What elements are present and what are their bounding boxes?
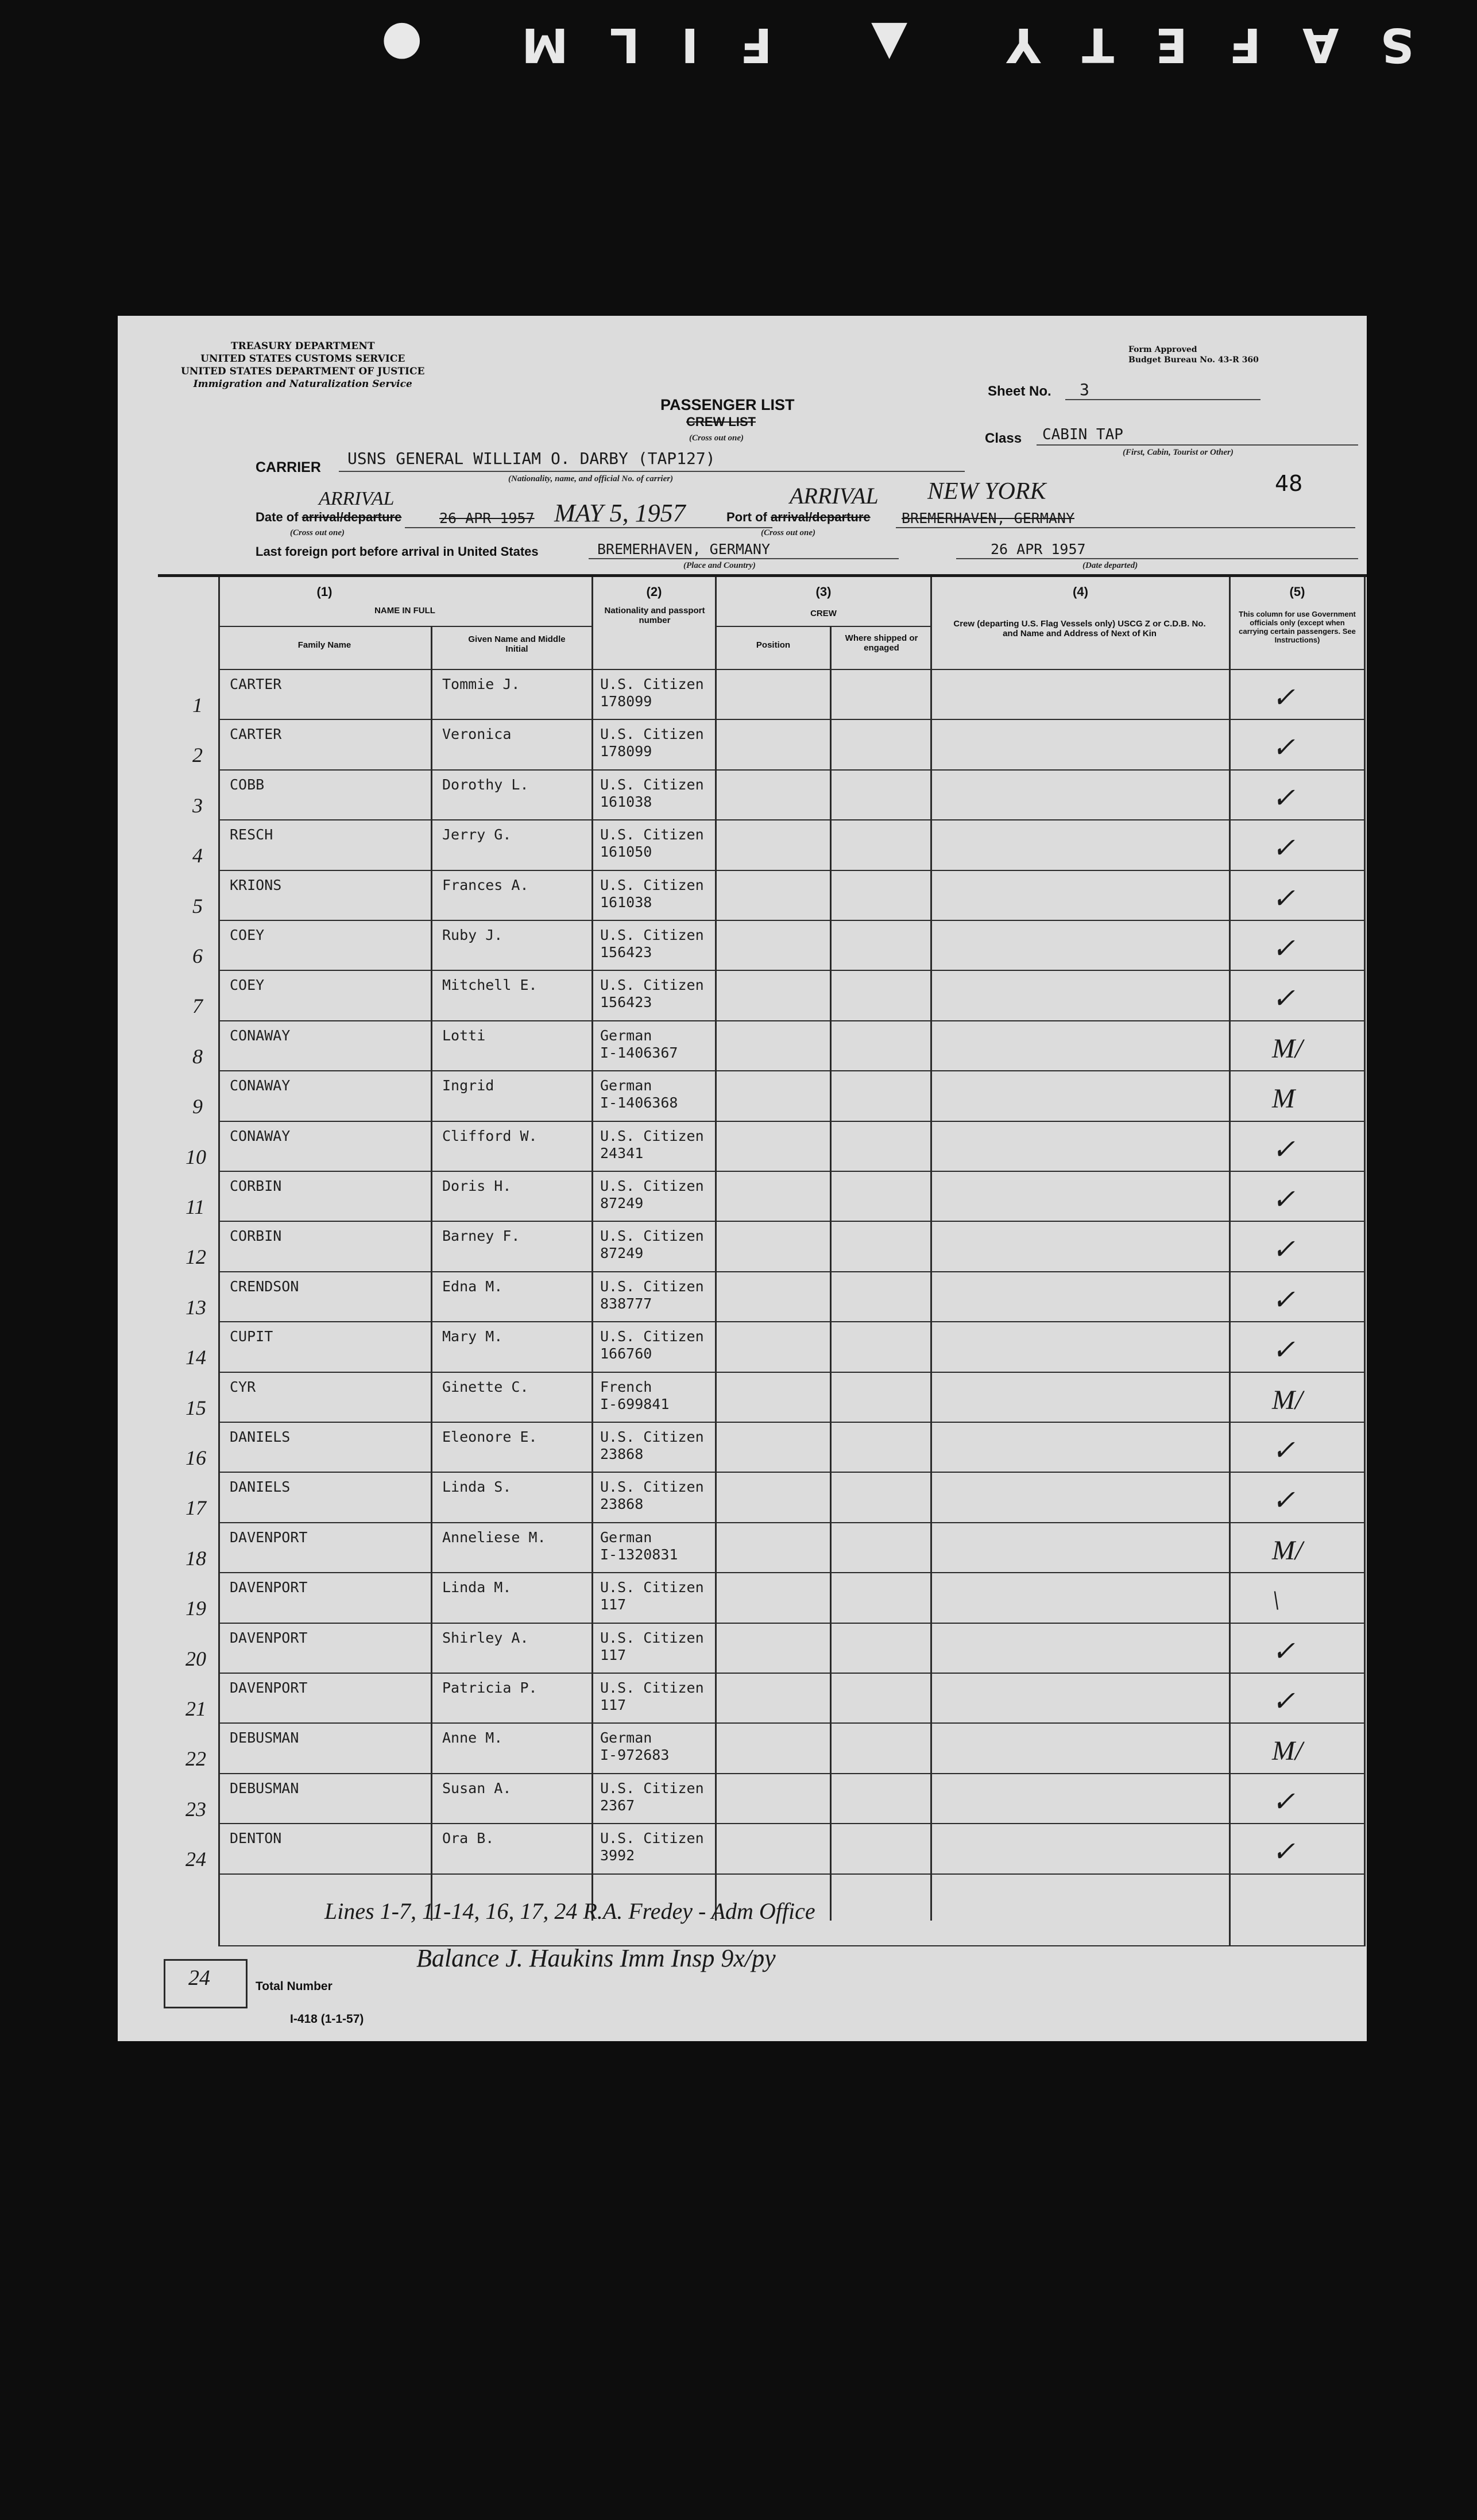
- row-number: 4: [192, 844, 203, 867]
- nationality: U.S. Citizen: [600, 1579, 704, 1596]
- col3-where-header: Where shipped or engaged: [845, 633, 918, 653]
- official-mark: M/: [1272, 1535, 1303, 1566]
- official-mark: ✓: [1272, 1234, 1296, 1265]
- table-row-line: [218, 870, 1364, 871]
- class-value: CABIN TAP: [1042, 426, 1123, 443]
- official-mark: ✓: [1272, 833, 1296, 864]
- passport-number: I-1320831: [600, 1546, 678, 1563]
- total-number-label: Total Number: [256, 1980, 332, 1993]
- passport-number: 117: [600, 1596, 627, 1613]
- carrier-label: CARRIER: [256, 459, 321, 475]
- carrier-value: USNS GENERAL WILLIAM O. DARBY (TAP127): [347, 449, 716, 468]
- dept-line-1: TREASURY DEPARTMENT: [230, 340, 375, 352]
- table-row-line: [218, 1271, 1364, 1272]
- col-border-left: [218, 577, 220, 1946]
- family-name: CARTER: [230, 676, 282, 692]
- nationality: U.S. Citizen: [600, 927, 704, 943]
- official-mark: ✓: [1272, 1135, 1296, 1165]
- family-name: CONAWAY: [230, 1077, 291, 1094]
- official-mark: ✓: [1272, 1837, 1296, 1867]
- carrier-underline: [339, 471, 965, 472]
- total-number-value: 24: [188, 1966, 210, 1990]
- nationality: U.S. Citizen: [600, 676, 704, 692]
- row-number: 6: [192, 944, 203, 967]
- nationality: French: [600, 1379, 652, 1395]
- row-number: 17: [185, 1496, 206, 1519]
- family-name: CORBIN: [230, 1228, 282, 1244]
- date-typed: 26 APR 1957: [439, 510, 535, 527]
- col1-family-header: Family Name: [297, 640, 351, 650]
- dept-line-2: UNITED STATES CUSTOMS SERVICE: [200, 353, 405, 365]
- given-name: Veronica: [442, 726, 512, 742]
- family-name: DAVENPORT: [230, 1679, 308, 1696]
- given-name: Linda M.: [442, 1579, 512, 1596]
- row-number: 19: [185, 1597, 206, 1620]
- col4-number: (4): [1073, 584, 1088, 599]
- nationality: U.S. Citizen: [600, 726, 704, 742]
- nationality: U.S. Citizen: [600, 877, 704, 893]
- table-row-line: [218, 1321, 1364, 1322]
- family-name: CONAWAY: [230, 1128, 291, 1144]
- table-row-line: [218, 1171, 1364, 1172]
- col5-title: This column for use Government officials only (except when carrying certain passengers. See Instructions): [1239, 610, 1356, 644]
- last-port-underline: [589, 558, 899, 559]
- family-name: COBB: [230, 776, 265, 793]
- given-name: Patricia P.: [442, 1679, 538, 1696]
- nationality: U.S. Citizen: [600, 1178, 704, 1194]
- col-border-crew: [930, 577, 932, 1921]
- official-mark: ✓: [1272, 1184, 1296, 1215]
- passport-number: 24341: [600, 1145, 644, 1162]
- family-name: CONAWAY: [230, 1027, 291, 1044]
- official-mark: ✓: [1272, 1335, 1296, 1365]
- title-note: (Cross out one): [689, 433, 744, 443]
- col3-number: (3): [815, 584, 832, 599]
- nationality: German: [600, 1027, 652, 1044]
- family-name: RESCH: [230, 826, 273, 843]
- family-name: DANIELS: [230, 1478, 291, 1495]
- table-row-line: [218, 1020, 1364, 1021]
- film-strip: [0, 0, 1477, 86]
- page-number-48: 48: [1275, 471, 1303, 496]
- port-typed: BREMERHAVEN, GERMANY: [902, 510, 1075, 527]
- official-mark: M/: [1272, 1736, 1303, 1766]
- date-underline: [405, 527, 772, 528]
- title-crew-list: CREW LIST: [686, 415, 756, 429]
- row-number: 23: [185, 1798, 206, 1821]
- port-label: [726, 510, 871, 525]
- given-name: Clifford W.: [442, 1128, 538, 1144]
- nationality: U.S. Citizen: [600, 1478, 704, 1495]
- nationality: U.S. Citizen: [600, 1679, 704, 1696]
- passport-number: 166760: [600, 1345, 652, 1362]
- table-row-line: [218, 1823, 1364, 1824]
- passport-number: 161050: [600, 843, 652, 860]
- family-name: DEBUSMAN: [230, 1729, 299, 1746]
- row-number: 9: [192, 1095, 203, 1118]
- col4-title: Crew (departing U.S. Flag Vessels only) USCG Z or C.D.B. No. and Name and Address of Next of Kin: [953, 619, 1206, 638]
- passport-number: 2367: [600, 1797, 635, 1814]
- official-mark: \: [1272, 1585, 1280, 1616]
- nationality: U.S. Citizen: [600, 776, 704, 793]
- table-row-line: [218, 769, 1364, 771]
- port-hand: NEW YORK: [927, 478, 1046, 505]
- document-sheet: [118, 316, 1367, 2041]
- last-port-value: BREMERHAVEN, GERMANY: [597, 541, 771, 558]
- name-subheader-line: [218, 626, 591, 627]
- dept-line-3: UNITED STATES DEPARTMENT OF JUSTICE: [181, 366, 425, 377]
- given-name: Jerry G.: [442, 826, 512, 843]
- official-mark: M: [1272, 1083, 1295, 1114]
- official-mark: ✓: [1272, 1435, 1296, 1466]
- row-number: 13: [185, 1296, 206, 1319]
- given-name: Anne M.: [442, 1729, 503, 1746]
- nationality: U.S. Citizen: [600, 1780, 704, 1797]
- col-border-given: [591, 577, 593, 1921]
- passport-number: I-1406367: [600, 1044, 678, 1061]
- table-row-line: [218, 1472, 1364, 1473]
- passport-number: 838777: [600, 1295, 652, 1312]
- col-border-nat: [715, 577, 717, 1921]
- passport-number: 87249: [600, 1195, 644, 1211]
- row-number: 16: [185, 1446, 206, 1469]
- nationality: U.S. Citizen: [600, 1429, 704, 1445]
- family-name: DANIELS: [230, 1429, 291, 1445]
- nationality: U.S. Citizen: [600, 1830, 704, 1847]
- row-number: 5: [192, 895, 203, 918]
- table-row-line: [218, 1873, 1364, 1875]
- port-label-text: Port of: [726, 510, 767, 524]
- given-name: Tommie J.: [442, 676, 520, 692]
- class-note: (First, Cabin, Tourist or Other): [1123, 448, 1234, 457]
- family-name: DENTON: [230, 1830, 282, 1847]
- nationality: U.S. Citizen: [600, 977, 704, 993]
- date-departed-underline: [956, 558, 1358, 559]
- table-row-line: [218, 1121, 1364, 1122]
- row-number: 12: [185, 1245, 206, 1268]
- official-mark: ✓: [1272, 1787, 1296, 1817]
- official-mark: ✓: [1272, 683, 1296, 713]
- col2-title: Nationality and passport number: [604, 606, 705, 625]
- handwritten-note-1: Lines 1-7, 11-14, 16, 17, 24 R.A. Fredey - Adm Office: [324, 1898, 815, 1924]
- col1-title: NAME IN FULL: [374, 606, 435, 616]
- table-bottom-line: [218, 1945, 1364, 1946]
- passport-number: 23868: [600, 1496, 644, 1512]
- row-number: 10: [185, 1145, 206, 1168]
- official-mark: ✓: [1272, 733, 1296, 763]
- official-mark: ✓: [1272, 1285, 1296, 1315]
- passport-number: 156423: [600, 944, 652, 961]
- table-top-rule: [158, 574, 1367, 577]
- dept-line-4: Immigration and Naturalization Service: [193, 378, 412, 390]
- header-bottom-line: [218, 669, 1364, 670]
- passport-number: 156423: [600, 994, 652, 1011]
- date-note: (Cross out one): [290, 528, 345, 537]
- port-underline: [896, 527, 1355, 528]
- page-title: PASSENGER LIST: [660, 396, 795, 413]
- passport-number: 117: [600, 1697, 627, 1713]
- col-border-right: [1364, 577, 1366, 1946]
- table-row-line: [218, 1522, 1364, 1523]
- official-mark: ✓: [1272, 934, 1296, 964]
- row-number: 20: [185, 1647, 206, 1670]
- table-row-line: [218, 1773, 1364, 1774]
- table-row-line: [218, 1422, 1364, 1423]
- row-number: 21: [185, 1697, 206, 1720]
- table-row-line: [218, 1070, 1364, 1071]
- family-name: DAVENPORT: [230, 1579, 308, 1596]
- table-row-line: [218, 1623, 1364, 1624]
- official-mark: ✓: [1272, 1636, 1296, 1667]
- row-number: 14: [185, 1346, 206, 1369]
- table-row-line: [218, 719, 1364, 720]
- family-name: DAVENPORT: [230, 1529, 308, 1546]
- official-mark: ✓: [1272, 884, 1296, 914]
- passport-number: 23868: [600, 1446, 644, 1462]
- form-approved-line-1: Form Approved: [1128, 345, 1197, 354]
- official-mark: ✓: [1272, 1686, 1296, 1717]
- sheet-value: 3: [1080, 380, 1089, 399]
- row-number: 18: [185, 1547, 206, 1570]
- carrier-note: (Nationality, name, and official No. of carrier): [508, 474, 674, 483]
- row-number: 1: [192, 694, 203, 717]
- nationality: German: [600, 1077, 652, 1094]
- date-departed-note: (Date departed): [1082, 561, 1138, 570]
- col-border-kin: [1229, 577, 1231, 1946]
- date-label-text: Date of: [256, 510, 299, 524]
- passport-number: 117: [600, 1647, 627, 1663]
- family-name: DEBUSMAN: [230, 1780, 299, 1797]
- date-label-strike: arrival/departure: [301, 510, 402, 524]
- passport-number: 161038: [600, 894, 652, 911]
- passport-number: 87249: [600, 1245, 644, 1261]
- sheet-underline: [1065, 399, 1261, 400]
- row-number: 15: [185, 1396, 206, 1419]
- last-port-label: Last foreign port before arrival in United States: [256, 544, 539, 559]
- port-label-strike: arrival/departure: [771, 510, 871, 524]
- given-name: Barney F.: [442, 1228, 520, 1244]
- department-block: [181, 340, 424, 390]
- given-name: Frances A.: [442, 877, 529, 893]
- passport-number: I-972683: [600, 1747, 670, 1763]
- given-name: Doris H.: [442, 1178, 512, 1194]
- col3-position-header: Position: [756, 640, 791, 650]
- given-name: Mitchell E.: [442, 977, 538, 993]
- given-name: Shirley A.: [442, 1629, 529, 1646]
- passport-number: I-699841: [600, 1396, 670, 1412]
- row-number: 3: [192, 794, 203, 817]
- given-name: Ingrid: [442, 1077, 494, 1094]
- given-name: Eleonore E.: [442, 1429, 538, 1445]
- family-name: CORBIN: [230, 1178, 282, 1194]
- family-name: COEY: [230, 977, 265, 993]
- nationality: U.S. Citizen: [600, 1278, 704, 1295]
- total-number-box: [164, 1959, 248, 2008]
- passport-number: I-1406368: [600, 1094, 678, 1111]
- given-name: Ora B.: [442, 1830, 494, 1847]
- sheet-label: Sheet No.: [988, 384, 1051, 399]
- form-approved-line-2: Budget Bureau No. 43-R 360: [1128, 355, 1259, 365]
- row-number: 8: [192, 1045, 203, 1068]
- official-mark: ✓: [1272, 783, 1296, 814]
- film-strip-text: SAFETY ▲ FILM ●: [340, 17, 1414, 72]
- row-number: 22: [185, 1747, 206, 1770]
- port-note: (Cross out one): [761, 528, 816, 537]
- last-port-note: (Place and Country): [683, 561, 756, 570]
- table-row-line: [218, 1572, 1364, 1573]
- col1-given-header: Given Name and Middle Initial: [468, 634, 566, 654]
- given-name: Linda S.: [442, 1478, 512, 1495]
- nationality: U.S. Citizen: [600, 826, 704, 843]
- nationality: U.S. Citizen: [600, 1629, 704, 1646]
- official-mark: M/: [1272, 1385, 1303, 1415]
- given-name: Ruby J.: [442, 927, 503, 943]
- table-row-line: [218, 1221, 1364, 1222]
- nationality: German: [600, 1729, 652, 1746]
- given-name: Lotti: [442, 1027, 486, 1044]
- table-row-line: [218, 819, 1364, 820]
- nationality: German: [600, 1529, 652, 1546]
- given-name: Dorothy L.: [442, 776, 529, 793]
- col2-number: (2): [646, 584, 662, 599]
- form-number: I-418 (1-1-57): [290, 2012, 364, 2026]
- row-number: 2: [192, 744, 203, 767]
- table-row-line: [218, 1673, 1364, 1674]
- table-row-line: [218, 1372, 1364, 1373]
- table-row-line: [218, 970, 1364, 971]
- given-name: Susan A.: [442, 1780, 512, 1797]
- class-underline: [1037, 444, 1358, 446]
- row-number: 7: [192, 994, 203, 1017]
- given-name: Mary M.: [442, 1328, 503, 1345]
- official-mark: M/: [1272, 1033, 1303, 1064]
- row-number: 24: [185, 1848, 206, 1871]
- family-name: DAVENPORT: [230, 1629, 308, 1646]
- date-hand-arrival: ARRIVAL: [319, 488, 395, 509]
- class-label: Class: [985, 431, 1022, 446]
- date-label: [256, 510, 401, 525]
- given-name: Ginette C.: [442, 1379, 529, 1395]
- handwritten-note-2: Balance J. Haukins Imm Insp 9x/py: [416, 1944, 776, 1972]
- row-number: 11: [185, 1195, 205, 1218]
- official-mark: ✓: [1272, 1485, 1296, 1516]
- form-approved: [1128, 344, 1259, 365]
- passport-number: 178099: [600, 743, 652, 760]
- col5-number: (5): [1289, 584, 1305, 599]
- date-hand: MAY 5, 1957: [554, 499, 686, 527]
- official-mark: ✓: [1272, 984, 1296, 1014]
- passport-number: 161038: [600, 793, 652, 810]
- crew-subheader-line: [715, 626, 930, 627]
- port-hand-arrival: ARRIVAL: [790, 483, 879, 509]
- passport-number: 3992: [600, 1847, 635, 1864]
- family-name: KRIONS: [230, 877, 282, 893]
- table-row-line: [218, 1722, 1364, 1724]
- nationality: U.S. Citizen: [600, 1228, 704, 1244]
- passport-number: 178099: [600, 693, 652, 710]
- family-name: COEY: [230, 927, 265, 943]
- nationality: U.S. Citizen: [600, 1328, 704, 1345]
- nationality: U.S. Citizen: [600, 1128, 704, 1144]
- table-row-line: [218, 920, 1364, 921]
- col1-number: (1): [316, 584, 332, 599]
- family-name: CARTER: [230, 726, 282, 742]
- family-name: CUPIT: [230, 1328, 273, 1345]
- family-name: CRENDSON: [230, 1278, 299, 1295]
- given-name: Anneliese M.: [442, 1529, 546, 1546]
- col3-title: CREW: [810, 609, 837, 618]
- family-name: CYR: [230, 1379, 256, 1395]
- given-name: Edna M.: [442, 1278, 503, 1295]
- date-departed-value: 26 APR 1957: [991, 541, 1086, 558]
